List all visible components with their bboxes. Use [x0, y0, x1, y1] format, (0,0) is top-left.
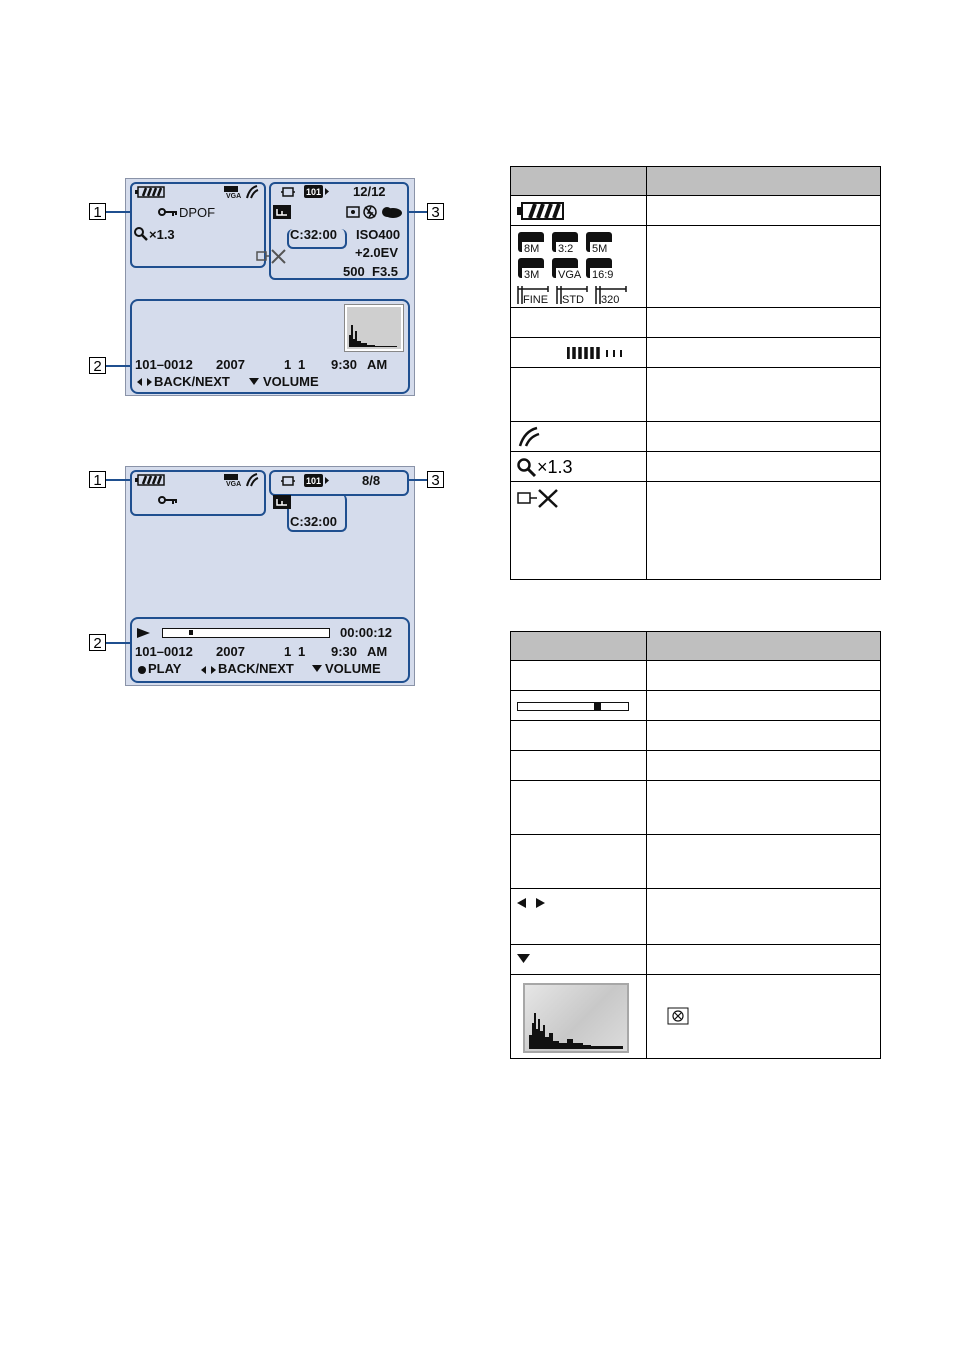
image-size-label: VGA — [226, 193, 242, 199]
movie-quality-option — [518, 286, 548, 306]
callout-3-screen1: 3 — [427, 203, 444, 220]
playback-progress-marker — [189, 630, 193, 635]
callout-2-line — [106, 642, 130, 644]
movie-quality-label: STD — [562, 294, 584, 306]
callout-1-line — [106, 211, 130, 213]
volume-label: VOLUME — [263, 374, 319, 389]
recording-folder-icon — [273, 205, 291, 219]
image-size-icons — [516, 230, 641, 311]
recording-month: 1 — [284, 357, 292, 372]
folder-file-number: 101–0012 — [135, 644, 193, 659]
recording-day: 1 — [298, 644, 306, 659]
table-header — [511, 632, 881, 661]
table-row — [511, 452, 881, 482]
zoom-scale: ×1.3 — [149, 227, 175, 242]
elapsed-time: 00:00:12 — [340, 625, 393, 640]
playback-progress-bar — [162, 628, 330, 638]
flash-off-icon — [363, 205, 377, 219]
table-row — [511, 482, 881, 580]
dpof-label: DPOF — [179, 205, 216, 220]
table-row — [511, 308, 881, 338]
table-row — [511, 338, 881, 368]
histogram-icon — [523, 983, 629, 1053]
folder-number: 101 — [306, 187, 322, 197]
protect-key-icon — [158, 207, 178, 217]
table-row — [511, 422, 881, 452]
callout-1-screen1: 1 — [89, 203, 106, 220]
down-arrow-icon — [249, 378, 259, 386]
image-size-option — [552, 232, 580, 255]
pictbridge-icon — [244, 184, 260, 200]
callout-1-line — [106, 479, 130, 481]
callout-3-screen2: 3 — [427, 471, 444, 488]
folder-icon — [304, 473, 330, 488]
left-right-arrows-icon — [201, 665, 217, 675]
battery-icon — [135, 186, 165, 198]
recording-time: 9:30 — [331, 644, 358, 659]
image-count: 12/12 — [353, 184, 386, 199]
movie-quality-option — [596, 286, 626, 306]
table-row — [511, 889, 881, 945]
zoom-icon — [517, 458, 537, 478]
table-row — [511, 226, 881, 308]
table-row — [511, 368, 881, 422]
image-size-option — [518, 258, 546, 281]
remaining-capacity: C:32:00 — [290, 514, 337, 529]
recording-year: 2007 — [216, 357, 245, 372]
image-size-label: 3M — [524, 269, 540, 281]
image-size-label: 16:9 — [592, 269, 614, 281]
dot-icon — [137, 665, 147, 675]
back-next-label: BACK/NEXT — [218, 661, 294, 676]
remaining-capacity: C:32:00 — [290, 227, 337, 242]
image-size-option — [518, 232, 546, 255]
exposure-value: +2.0EV — [355, 245, 399, 260]
play-label: PLAY — [148, 661, 182, 676]
image-size-label: 3:2 — [558, 243, 574, 255]
protect-key-icon — [158, 495, 178, 505]
image-size-icon-set — [516, 230, 641, 306]
battery-icon — [517, 201, 565, 221]
recording-year: 2007 — [216, 644, 245, 659]
back-next-label: BACK/NEXT — [154, 374, 230, 389]
movie-quality-label: 320 — [601, 294, 620, 306]
pictbridge-icon — [517, 426, 541, 448]
table-row — [511, 781, 881, 835]
image-size-option — [586, 232, 614, 255]
zoom-scale: ×1.3 — [537, 457, 573, 477]
recording-folder-icon — [273, 495, 291, 509]
playback-screen-still — [125, 178, 415, 396]
circled-x-icon — [667, 1007, 689, 1025]
iso-value: ISO400 — [356, 227, 401, 242]
usb-disconnect-icon — [517, 486, 563, 510]
histogram-thumbnail — [344, 304, 404, 352]
indicator-table-1 — [510, 166, 881, 580]
image-size-icon — [223, 185, 243, 199]
playback-screen-movie — [125, 466, 415, 686]
callout-3-line — [409, 479, 427, 481]
recording-day: 1 — [298, 357, 306, 372]
aperture-value: F3.5 — [372, 264, 399, 279]
left-right-arrows-icon — [517, 897, 547, 909]
table-row — [511, 661, 881, 691]
image-size-option — [552, 258, 582, 281]
image-count: 8/8 — [362, 473, 381, 488]
recording-month: 1 — [284, 644, 292, 659]
callout-1-screen2: 1 — [89, 471, 106, 488]
table-row — [511, 196, 881, 226]
movie-quality-label: FINE — [523, 294, 549, 306]
callout-2-line — [106, 365, 130, 367]
recording-time: 9:30 — [331, 357, 358, 372]
table-row — [511, 835, 881, 889]
recording-ampm: AM — [367, 357, 388, 372]
recording-ampm: AM — [367, 644, 388, 659]
callout-3-line — [409, 211, 427, 213]
image-size-option — [586, 258, 614, 281]
table-row — [511, 691, 881, 721]
table-row — [511, 945, 881, 975]
table-row — [511, 721, 881, 751]
memory-stick-icon — [281, 185, 295, 199]
folder-number: 101 — [306, 476, 322, 486]
metering-icon — [346, 206, 360, 218]
zoom-icon — [134, 227, 148, 241]
memory-stick-icon — [281, 474, 295, 488]
folder-icon — [304, 184, 330, 199]
callout-2-screen1: 2 — [89, 357, 106, 374]
image-size-icon — [223, 473, 243, 487]
pictbridge-icon — [244, 472, 260, 488]
image-size-label: VGA — [226, 481, 242, 487]
down-arrow-icon — [517, 954, 531, 964]
playback-bar-icon — [517, 702, 629, 711]
shutter-speed: 500 — [343, 264, 365, 279]
table-row — [511, 975, 881, 1059]
movie-quality-option — [557, 286, 587, 306]
image-size-label: 8M — [524, 243, 540, 255]
callout-2-screen2: 2 — [89, 634, 106, 651]
table-header — [511, 167, 881, 196]
down-arrow-icon — [312, 665, 322, 673]
volume-label: VOLUME — [325, 661, 381, 676]
volume-bars-icon — [567, 346, 631, 360]
play-triangle-icon — [137, 627, 151, 639]
image-size-label: 5M — [592, 243, 608, 255]
folder-file-number: 101–0012 — [135, 357, 193, 372]
indicator-table-2 — [510, 631, 881, 1059]
table-row — [511, 751, 881, 781]
battery-icon — [135, 474, 165, 486]
left-right-arrows-icon — [137, 377, 153, 387]
image-size-label: VGA — [558, 269, 582, 281]
playback-bar-marker — [594, 703, 601, 710]
white-balance-cloudy-icon — [379, 205, 403, 219]
